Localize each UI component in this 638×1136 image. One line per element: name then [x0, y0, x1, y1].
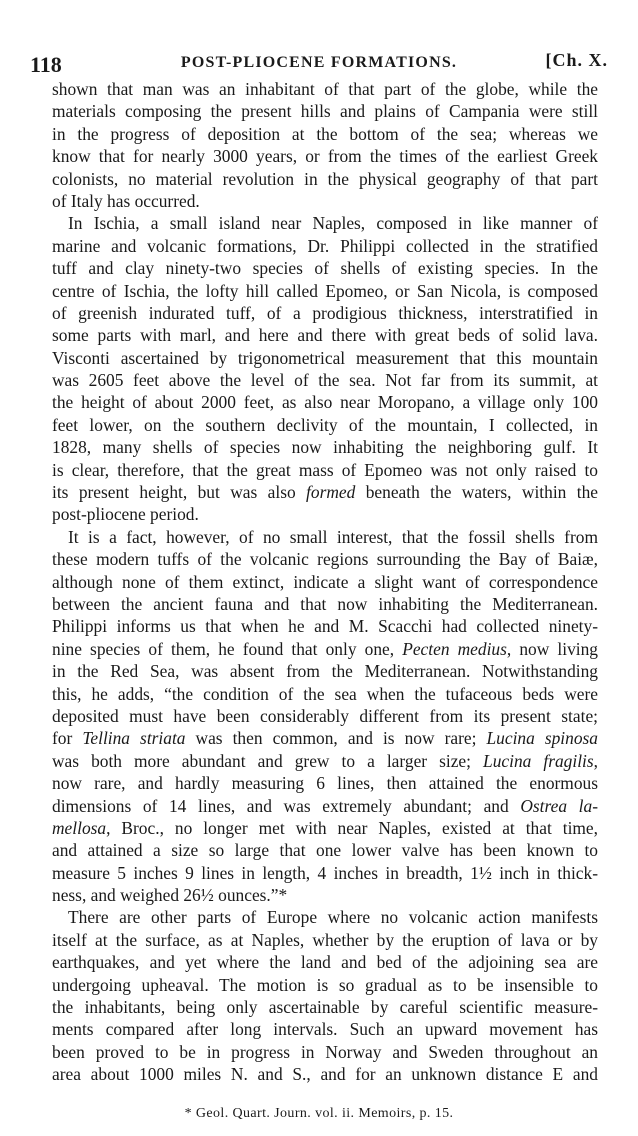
- text-line: shown that man was an inhabitant of that part of the globe, while the: [52, 79, 598, 99]
- text-line: the inhabitants, being only ascertainable by careful scientific measure-: [52, 997, 598, 1018]
- italic-text: Tellina striata: [82, 728, 186, 749]
- text-line: been proved to be in progress in Norway and Sweden throughout an: [52, 1041, 598, 1062]
- text-line: of Italy has occurred.: [52, 190, 200, 211]
- text-line: mellosa, Broc., no longer met with near Naples, existed at that time,: [52, 817, 598, 838]
- text-line: know that for nearly 3000 years, or from the times of the earliest Greek: [52, 146, 598, 167]
- text-line: tuff and clay ninety-two species of shells of existing species. In the: [52, 258, 598, 279]
- text-line: its present height, but was also formed beneath the waters, within the: [52, 482, 598, 503]
- italic-text: mellosa: [52, 817, 107, 838]
- text-line: the height of about 2000 feet, as also near Moropano, a village only 100: [52, 392, 598, 413]
- text-line: area about 1000 miles N. and S., and for an unknown distance E and: [52, 1064, 598, 1085]
- text-line: 1828, many shells of species now inhabiting the neighboring gulf. It: [52, 437, 598, 458]
- text-line: ments compared after long intervals. Such an upward movement has: [52, 1019, 598, 1040]
- text-line: was 2605 feet above the level of the sea. Not far from its summit, at: [52, 370, 598, 391]
- italic-text: Ostrea la-: [520, 795, 598, 816]
- page-header: [30, 44, 608, 78]
- text-line: marine and volcanic formations, Dr. Philippi collected in the stratified: [52, 235, 598, 256]
- text-line: earthquakes, and yet where the land and bed of the adjoining sea are: [52, 952, 598, 973]
- running-title: POST-PLIOCENE FORMATIONS.: [180, 54, 458, 71]
- text-line: measure 5 inches 9 lines in length, 4 inches in breadth, 1½ inch in thick-: [52, 862, 598, 883]
- text-line: centre of Ischia, the lofty hill called Epomeo, or San Nicola, is composed: [52, 280, 598, 301]
- text-line: these modern tuffs of the volcanic regions surrounding the Bay of Baiæ,: [52, 549, 598, 570]
- paragraph: [52, 906, 598, 1085]
- page-number: 118: [30, 52, 62, 77]
- text-line: dimensions of 14 lines, and was extremely abundant; and Ostrea la-: [52, 795, 598, 816]
- text-line: colonists, no material revolution in the physical geography of that part: [52, 168, 598, 189]
- paragraph: [52, 78, 598, 212]
- text-line: It is a fact, however, of no small interest, that the fossil shells from: [68, 526, 598, 547]
- text-line: of greenish indurated tuff, of a prodigious thickness, interstratified in: [52, 302, 598, 323]
- text-line: ness, and weighed 26½ ounces.”*: [52, 885, 288, 906]
- italic-text: Lucina fragilis: [483, 750, 594, 771]
- paragraph: [52, 526, 598, 907]
- italic-text: Lucina spinosa: [486, 728, 598, 749]
- text-line: deposited must have been considerably different from its present state;: [52, 705, 598, 726]
- footnote: * Geol. Quart. Journ. vol. ii. Memoirs, p. 15.: [184, 1106, 454, 1121]
- text-line: in the Red Sea, was absent from the Mediterranean. Notwithstanding: [52, 661, 598, 682]
- text-line: although none of them extinct, indicate a slight want of correspondence: [52, 571, 598, 592]
- text-line: feet lower, on the southern declivity of the mountain, I collected, in: [52, 414, 598, 435]
- text-line: now rare, and hardly measuring 6 lines, then attained the enormous: [52, 773, 598, 794]
- text-line: and attained a size so large that one lower valve has been known to: [52, 840, 598, 861]
- text-line: Visconti ascertained by trigonometrical measurement that this mountain: [52, 347, 598, 368]
- text-line: in the progress of deposition at the bottom of the sea; whereas we: [52, 123, 598, 144]
- text-line: undergoing upheaval. The motion is so gradual as to be insensible to: [52, 974, 598, 995]
- text-line: was both more abundant and grew to a larger size; Lucina fragilis,: [52, 750, 598, 771]
- italic-text: Pecten medius: [402, 638, 507, 659]
- paragraph: [52, 212, 598, 525]
- text-line: for Tellina striata was then common, and is now rare; Lucina spinosa: [52, 728, 598, 749]
- text-line: between the ancient fauna and that now inhabiting the Mediterranean.: [52, 593, 598, 614]
- text-line: nine species of them, he found that only one, Pecten medius, now living: [52, 638, 598, 659]
- text-line: In Ischia, a small island near Naples, composed in like manner of: [68, 213, 598, 234]
- text-line: There are other parts of Europe where no volcanic action manifests: [68, 907, 598, 928]
- text-line: is clear, therefore, that the great mass of Epomeo was not only raised to: [52, 459, 598, 480]
- text-line: materials composing the present hills and plains of Campania were still: [52, 101, 598, 122]
- text-line: post-pliocene period.: [52, 504, 199, 525]
- text-line: itself at the surface, as at Naples, whether by the eruption of lava or by: [52, 929, 598, 950]
- body-text: [52, 78, 598, 1086]
- text-line: this, he adds, “the condition of the sea when the tufaceous beds were: [52, 683, 598, 704]
- chapter-label: [Ch. X.: [545, 50, 608, 70]
- text-line: some parts with marl, and here and there with great beds of solid lava.: [52, 325, 598, 346]
- text-line: Philippi informs us that when he and M. Scacchi had collected ninety-: [52, 616, 598, 637]
- italic-text: formed: [306, 482, 356, 503]
